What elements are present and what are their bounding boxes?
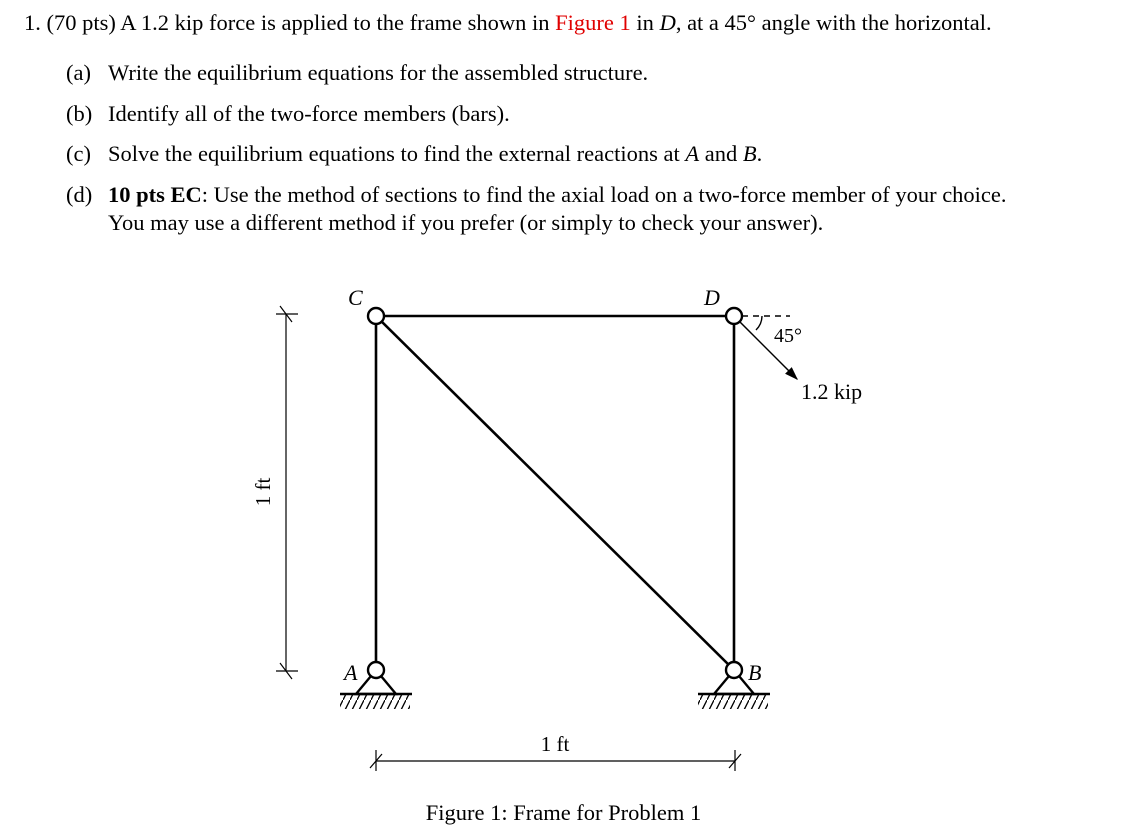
angle-arc — [756, 316, 762, 330]
part-c-point-b: B — [742, 141, 757, 166]
pin-a — [368, 662, 384, 678]
point-d-ref: D — [659, 10, 676, 35]
problem-points: (70 pts) — [46, 10, 116, 35]
part-c-and: and — [704, 141, 738, 166]
part-c-end: . — [756, 141, 763, 166]
node-label-d: D — [704, 285, 720, 310]
force-label: 1.2 kip — [801, 379, 863, 404]
pin-b — [726, 662, 742, 678]
part-d-bonus-label: 10 pts EC — [108, 181, 202, 207]
part-d-text-line2: You may use a different method if you prefer (or simply to check your answer). — [108, 209, 824, 235]
height-dimension-label: 1 ft — [251, 477, 275, 507]
height-dimension — [276, 306, 298, 679]
part-d-text: : Use the method of sections to find the axial load on a two-force member of your choice. — [201, 181, 1007, 207]
angle-label: 45° — [774, 325, 802, 347]
figure-caption: Figure 1: Frame for Problem 1 — [425, 800, 702, 825]
part-c-text-main: Solve the equilibrium equations to find the external reactions at — [108, 141, 680, 166]
part-b-label: (b) — [66, 100, 93, 126]
figure-reference-link[interactable]: Figure 1 — [555, 10, 631, 35]
part-b-text: Identify all of the two-force members (bars). — [108, 100, 510, 126]
pin-c — [368, 308, 384, 324]
part-c-label: (c) — [66, 141, 91, 166]
node-label-b: B — [748, 660, 762, 685]
member-cb — [376, 316, 734, 670]
part-c-point-a: A — [685, 141, 700, 166]
problem-number: 1. — [24, 10, 41, 35]
width-dimension-label: 1 ft — [540, 732, 570, 756]
problem-text: A 1.2 kip force is applied to the frame shown in — [120, 10, 550, 35]
part-a-text: Write the equilibrium equations for the assembled structure. — [108, 60, 649, 85]
part-d-label: (d) — [66, 181, 93, 207]
node-label-c: C — [348, 285, 363, 310]
part-a-label: (a) — [66, 60, 91, 85]
problem-text-after: , at a 45° angle with the horizontal. — [675, 10, 992, 35]
problem-text-in: in — [636, 10, 654, 35]
pin-d — [726, 308, 742, 324]
node-label-a: A — [344, 660, 358, 685]
